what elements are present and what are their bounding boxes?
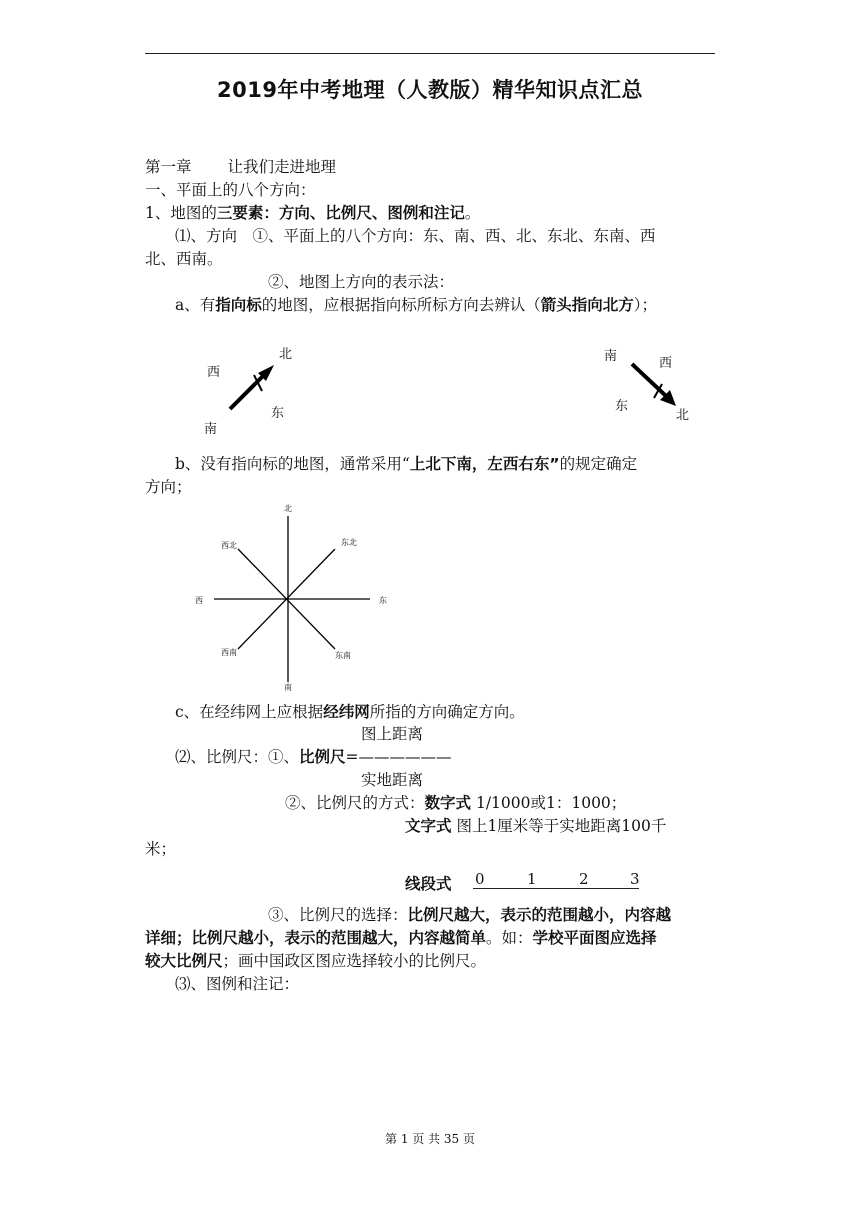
scale-bar-label: 线段式 [405, 875, 452, 893]
scale-choice-line-1 [268, 904, 671, 926]
text: ；画中国政区图应选择较小的比例尺。 [222, 952, 487, 970]
compass-northwest: 西北 [221, 541, 237, 550]
direction-line-1: ⑴、方向 ①、平面上的八个方向：东、南、西、北、东北、东南、西 [175, 227, 656, 245]
text: 的规定确定 [559, 455, 638, 473]
compass-northeast: 东北 [341, 538, 357, 547]
bold-text: 经纬网 [323, 703, 370, 721]
arrow2-north-label: 北 [676, 408, 690, 423]
direction-line-2: 北、西南。 [145, 250, 223, 268]
text: ③、比例尺的选择： [268, 906, 408, 924]
bold-text: 详细；比例尺越小，表示的范围越大，内容越简单 [145, 929, 487, 947]
scale-choice-line-2 [145, 927, 657, 949]
text: 所指的方向确定方向。 [369, 703, 525, 721]
point-three-elements [145, 202, 480, 224]
arrow1-east-label: 东 [271, 406, 285, 421]
scale-tick-2: 2 [579, 870, 589, 888]
text: 。 [464, 204, 481, 222]
arrow2-south-label: 南 [604, 349, 618, 364]
direction-line-3: ②、地图上方向的表示法： [268, 273, 455, 291]
text: 1/1000或1：1000； [471, 794, 627, 812]
compass-south: 南 [284, 683, 292, 692]
text: 图上1厘米等于实地距离100千 [451, 817, 667, 835]
header-rule [145, 53, 715, 54]
bold-text: 数字式 [424, 794, 472, 812]
bold-text: 比例尺 [299, 748, 346, 766]
legend-heading: ⑶、图例和注记： [175, 975, 300, 993]
north-arrow-diagram-2 [628, 360, 680, 410]
compass-east: 东 [379, 596, 387, 605]
scale-tick-0: 0 [475, 870, 485, 888]
arrow2-east-label: 东 [615, 399, 629, 414]
point-b [175, 453, 637, 475]
arrow-shaft [230, 373, 266, 409]
bold-text: 上北下南，左西右东” [409, 455, 560, 473]
bold-text: 指向标 [215, 296, 262, 314]
bold-text: 文字式 [405, 817, 452, 835]
text: b、没有指向标的地图，通常采用“ [175, 455, 410, 473]
bold-text: 比例尺越大，表示的范围越小，内容越 [407, 906, 672, 924]
compass-west: 西 [195, 596, 203, 605]
bold-text: 三要素：方向、比例尺、图例和注记 [216, 204, 465, 222]
bold-text: 较大比例尺 [145, 952, 223, 970]
text: 的地图，应根据指向标所标方向去辨认（ [261, 296, 541, 314]
scale-tick-3: 3 [630, 870, 640, 888]
scale-denominator: 实地距离 [361, 771, 424, 789]
point-b-line-2: 方向； [145, 478, 192, 496]
chapter-label: 第一章 [145, 158, 192, 176]
arrow2-west-label: 西 [659, 356, 673, 371]
scale-choice-line-3 [145, 950, 486, 972]
text: 1、地图的 [145, 204, 217, 222]
scale-formula [175, 746, 452, 768]
arrow1-north-label: 北 [279, 347, 293, 362]
arrow1-west-label: 西 [207, 365, 221, 380]
arrow1-south-label: 南 [204, 422, 218, 437]
scale-text-form-line-2: 米； [145, 840, 177, 858]
chapter-heading [145, 156, 336, 178]
scale-bar [473, 870, 639, 889]
scale-tick-1: 1 [527, 870, 537, 888]
scale-text-form [405, 815, 666, 837]
text: ②、比例尺的方式： [285, 794, 425, 812]
compass-southeast: 东南 [335, 651, 351, 660]
compass-southwest: 西南 [221, 648, 237, 657]
point-a [175, 294, 657, 316]
text: =—————— [345, 748, 452, 766]
point-c [175, 701, 525, 723]
scale-methods [285, 792, 626, 814]
text: c、在经纬网上应根据 [175, 703, 324, 721]
text: 。如： [486, 929, 533, 947]
text: ⑵、比例尺：①、 [175, 748, 300, 766]
page-title: 2019年中考地理（人教版）精华知识点汇总 [217, 78, 643, 102]
bold-text: 学校平面图应选择 [532, 929, 657, 947]
compass-north: 北 [284, 504, 292, 513]
text: a、有 [175, 296, 216, 314]
text: ）； [633, 296, 658, 314]
bold-text: 箭头指向北方 [540, 296, 634, 314]
scale-numerator: 图上距离 [361, 725, 424, 743]
page-footer: 第 1 页 共 35 页 [385, 1132, 475, 1146]
chapter-name: 让我们走进地理 [227, 158, 337, 176]
section-heading: 一、平面上的八个方向： [145, 181, 316, 199]
